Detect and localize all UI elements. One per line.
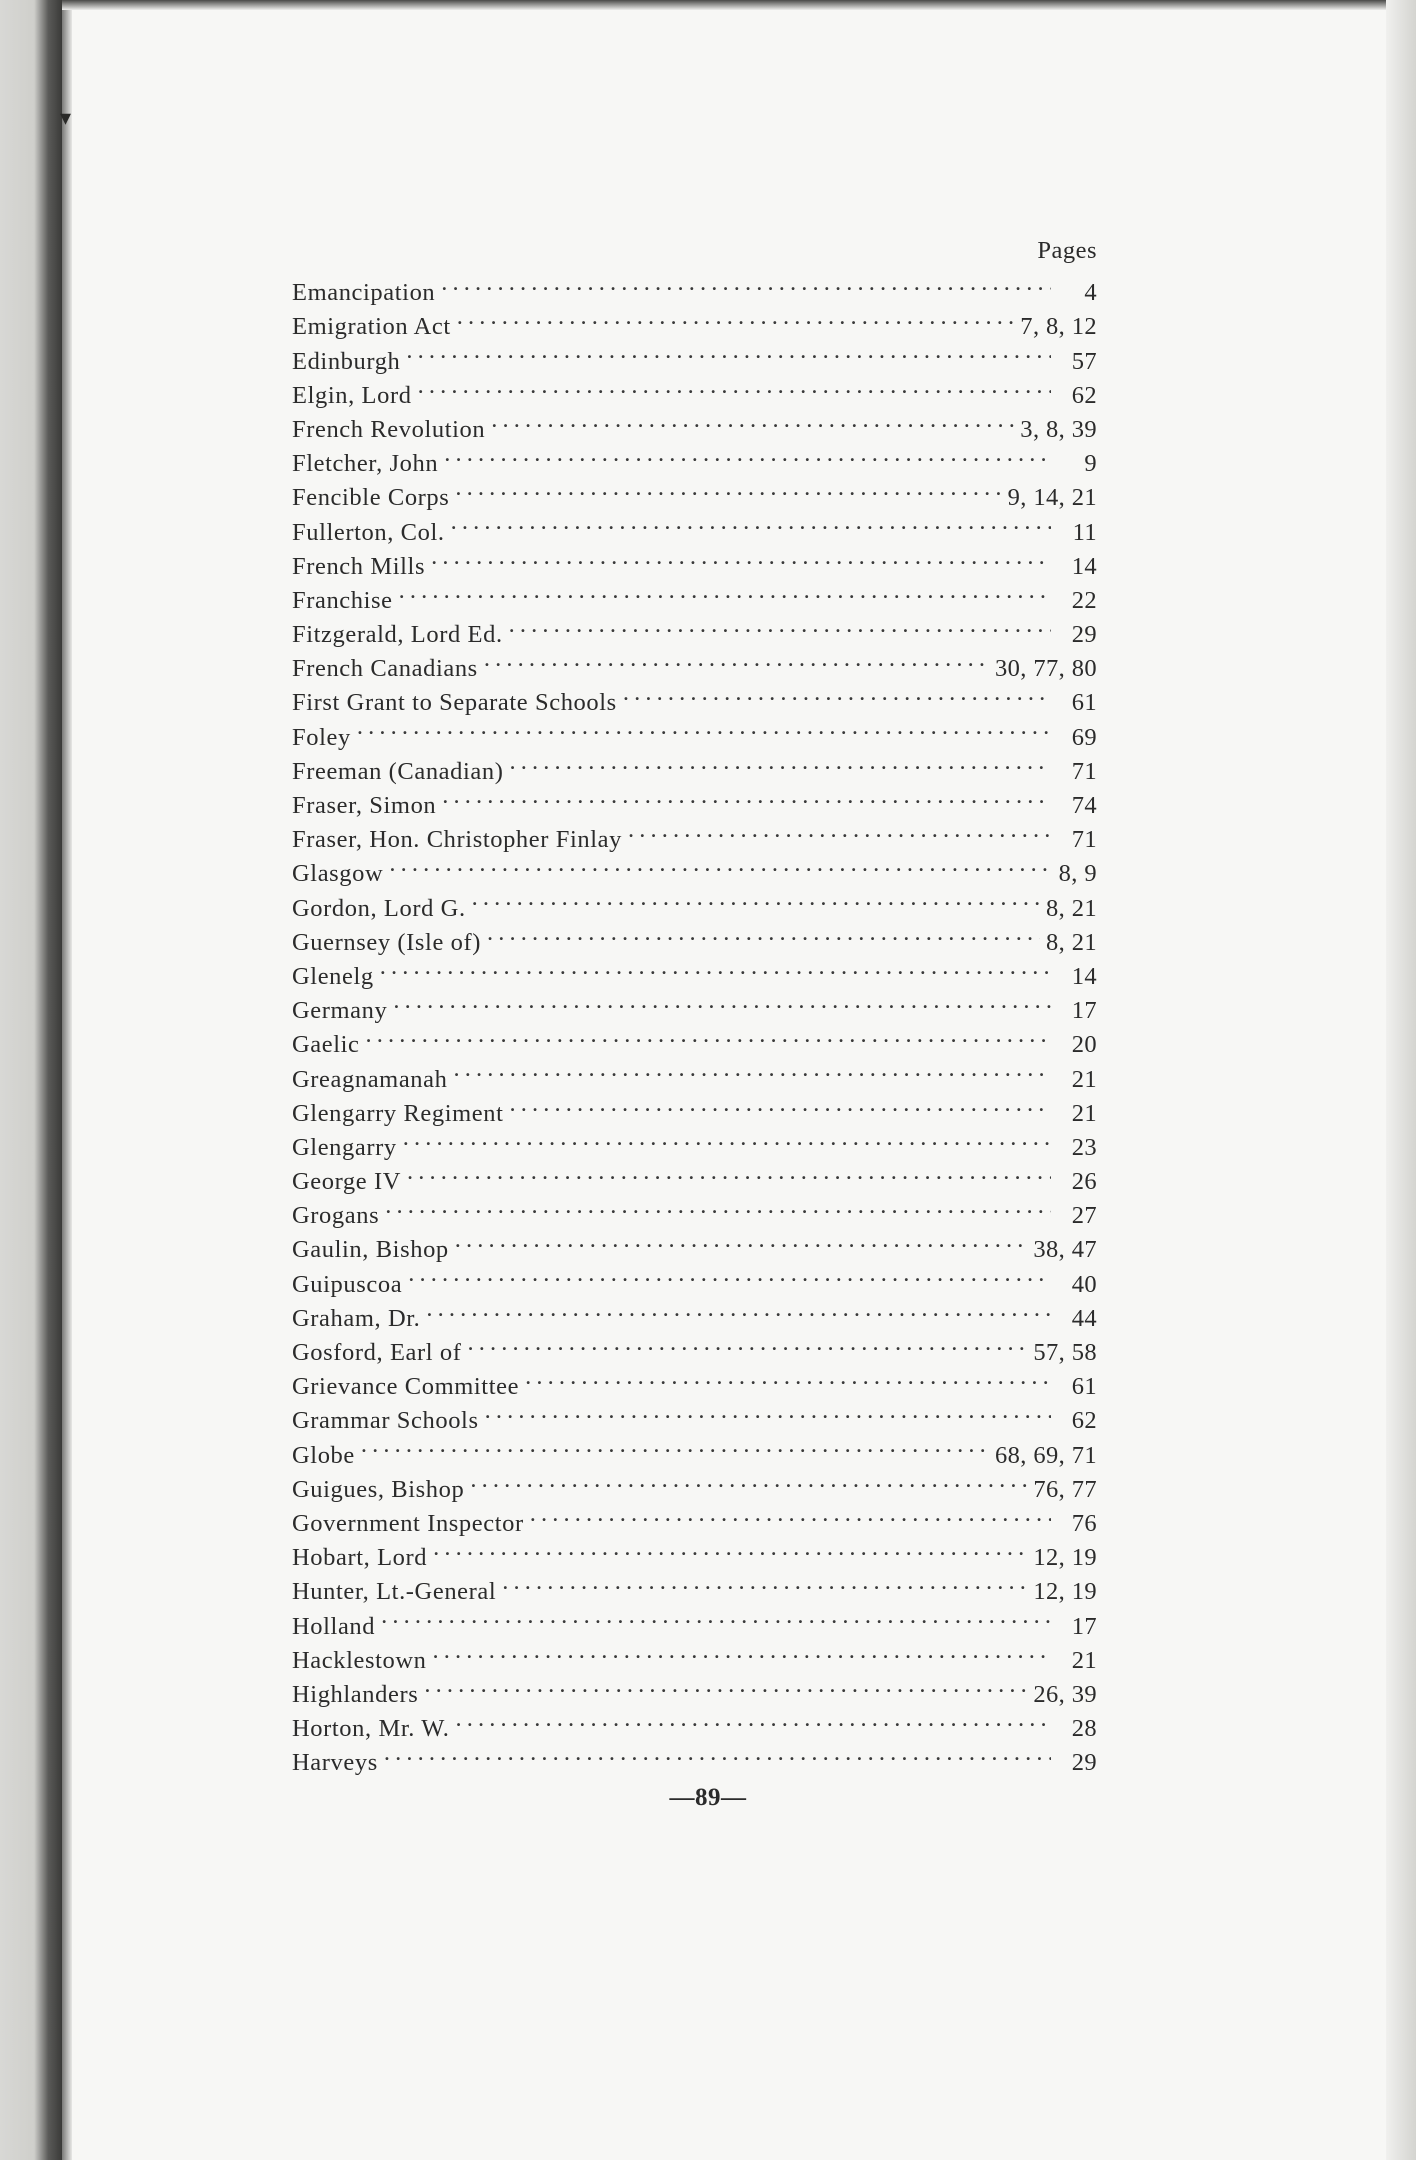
dot-leader <box>457 300 1015 334</box>
index-page-refs: 62 <box>1071 381 1097 409</box>
dot-leader <box>433 1531 1027 1565</box>
dot-leader <box>453 1052 1051 1086</box>
index-page-refs: 27 <box>1071 1202 1097 1230</box>
index-term: Germany <box>292 997 388 1025</box>
index-page-refs: 14 <box>1071 552 1097 580</box>
dot-leader <box>525 1360 1051 1394</box>
index-term: Hacklestown <box>292 1646 427 1674</box>
index-term: Harveys <box>292 1749 378 1777</box>
index-term: Freeman (Canadian) <box>292 757 504 785</box>
index-page-refs: 21 <box>1071 1646 1097 1674</box>
index-term: Fitzgerald, Lord Ed. <box>292 621 503 649</box>
index-term: Gaulin, Bishop <box>292 1236 449 1264</box>
dot-leader <box>484 642 989 676</box>
dot-leader <box>433 1634 1051 1668</box>
index-entry <box>292 1121 1097 1161</box>
dot-leader <box>444 437 1051 471</box>
index-term: Fraser, Simon <box>292 792 437 819</box>
index-page-refs: 9 <box>1084 450 1097 478</box>
index-page-refs: 29 <box>1071 621 1097 649</box>
dot-leader <box>491 403 1014 437</box>
index-page-refs: 28 <box>1071 1715 1097 1743</box>
dot-leader <box>426 1292 1051 1326</box>
index-page-refs: 11 <box>1072 518 1097 546</box>
index-entry <box>292 1052 1097 1093</box>
dot-leader <box>384 1736 1051 1770</box>
index-term: French Revolution <box>292 415 486 443</box>
dot-leader <box>385 1189 1051 1223</box>
index-entry <box>292 1189 1097 1230</box>
index-page-refs: 38, 47 <box>1033 1236 1097 1264</box>
top-page-edge <box>62 0 1416 10</box>
index-section <box>292 236 1097 1777</box>
index-term: Hunter, Lt.-General <box>292 1578 497 1606</box>
index-entry <box>292 745 1097 785</box>
index-term: Gordon, Lord G. <box>292 894 466 922</box>
index-term: Fletcher, John <box>292 450 439 478</box>
dot-leader <box>406 334 1051 368</box>
index-entry <box>292 1257 1097 1298</box>
index-term: Guigues, Bishop <box>292 1475 465 1503</box>
dot-leader <box>472 881 1040 915</box>
index-term: Gosford, Earl of <box>292 1339 462 1366</box>
index-page-refs: 3, 8, 39 <box>1020 415 1097 443</box>
index-term: First Grant to Separate Schools <box>292 689 617 717</box>
index-entry <box>292 1223 1097 1264</box>
binding-spine <box>0 0 62 2160</box>
index-page-refs: 17 <box>1071 1612 1097 1640</box>
index-page-refs: 29 <box>1071 1749 1097 1777</box>
index-term: Franchise <box>292 586 393 614</box>
dot-leader <box>361 1428 989 1462</box>
index-page-refs: 76 <box>1071 1509 1097 1537</box>
index-page-refs: 57 <box>1071 347 1097 375</box>
index-term: Edinburgh <box>292 347 401 375</box>
index-term: French Mills <box>292 552 426 580</box>
index-page-refs: 4 <box>1084 279 1097 307</box>
index-page-refs: 8, 9 <box>1058 860 1097 888</box>
index-term: Emancipation <box>292 279 436 307</box>
dot-leader <box>407 1155 1051 1189</box>
binding-shadow <box>62 0 72 2160</box>
index-page-refs: 12, 19 <box>1033 1578 1097 1606</box>
index-page-refs: 57, 58 <box>1033 1339 1097 1366</box>
index-page-refs: 7, 8, 12 <box>1020 313 1097 341</box>
index-term: Fencible Corps <box>292 484 450 512</box>
dot-leader <box>485 1394 1051 1428</box>
index-term: Glasgow <box>292 860 384 888</box>
index-entry <box>292 950 1097 990</box>
binding-tack-mark: ▾ <box>60 106 72 131</box>
index-page-refs: 44 <box>1071 1304 1097 1332</box>
index-page-refs: 17 <box>1071 997 1097 1025</box>
index-term: Globe <box>292 1441 355 1469</box>
index-term: French Canadians <box>292 655 478 683</box>
index-entry <box>292 881 1097 922</box>
index-term: George IV <box>292 1168 402 1196</box>
index-term: Gaelic <box>292 1031 360 1059</box>
index-entry <box>292 1634 1097 1674</box>
index-term: Holland <box>292 1612 376 1640</box>
index-entry-list <box>292 266 1097 1777</box>
index-term: Grogans <box>292 1202 380 1230</box>
index-term: Graham, Dr. <box>292 1304 421 1332</box>
index-page-refs: 71 <box>1071 757 1097 785</box>
index-term: Glengarry Regiment <box>292 1099 504 1127</box>
dot-leader <box>393 984 1051 1018</box>
index-term: Glenelg <box>292 962 374 990</box>
index-entry <box>292 1463 1097 1503</box>
index-term: Highlanders <box>292 1680 419 1708</box>
index-term: Grammar Schools <box>292 1407 479 1435</box>
dot-leader <box>418 369 1051 403</box>
index-entry <box>292 1736 1097 1777</box>
dot-leader <box>455 1223 1028 1257</box>
dot-leader <box>509 745 1051 779</box>
index-entry <box>292 266 1097 307</box>
index-page-refs: 20 <box>1071 1031 1097 1059</box>
dot-leader <box>357 710 1051 744</box>
index-page-refs: 30, 77, 80 <box>995 655 1097 683</box>
index-term: Guernsey (Isle of) <box>292 928 482 956</box>
index-page-refs: 68, 69, 71 <box>995 1441 1097 1469</box>
dot-leader <box>403 1121 1051 1155</box>
dot-leader <box>530 1497 1051 1531</box>
index-entry <box>292 1599 1097 1640</box>
dot-leader <box>381 1599 1051 1633</box>
dot-leader <box>455 1702 1051 1736</box>
dot-leader <box>442 779 1051 813</box>
index-page-refs: 22 <box>1071 586 1097 614</box>
dot-leader <box>399 574 1051 608</box>
dot-leader <box>502 1565 1027 1599</box>
index-page-refs: 21 <box>1071 1099 1097 1127</box>
index-page-refs: 62 <box>1071 1407 1097 1435</box>
index-page-refs: 69 <box>1071 723 1097 751</box>
index-page-refs: 71 <box>1071 826 1097 854</box>
index-term: Fullerton, Col. <box>292 518 445 546</box>
index-entry <box>292 1018 1097 1059</box>
dot-leader <box>380 950 1051 984</box>
index-page-refs: 8, 21 <box>1046 894 1097 922</box>
dot-leader <box>628 813 1051 847</box>
dot-leader <box>467 1326 1027 1360</box>
index-entry <box>292 847 1097 888</box>
index-entry <box>292 369 1097 409</box>
index-term: Government Inspector <box>292 1509 524 1537</box>
right-page-edge <box>1386 0 1416 2160</box>
index-entry <box>292 984 1097 1025</box>
index-term: Grievance Committee <box>292 1373 520 1401</box>
index-page-refs: 23 <box>1071 1133 1097 1161</box>
dot-leader <box>389 847 1051 881</box>
dot-leader <box>455 471 1001 505</box>
index-page-refs: 21 <box>1071 1065 1097 1093</box>
index-term: Greagnamanah <box>292 1065 448 1093</box>
dot-leader <box>487 916 1040 950</box>
dot-leader <box>408 1257 1051 1291</box>
dot-leader <box>509 608 1051 642</box>
index-term: Elgin, Lord <box>292 381 412 409</box>
page-number: —89— <box>669 1784 747 1811</box>
index-term: Hobart, Lord <box>292 1544 428 1572</box>
pages-column-header: Pages <box>1037 237 1097 264</box>
dot-leader <box>451 505 1051 539</box>
index-entry <box>292 403 1097 443</box>
index-entry <box>292 1292 1097 1332</box>
index-term: Horton, Mr. W. <box>292 1715 450 1743</box>
dot-leader <box>510 1087 1051 1121</box>
index-term: Emigration Act <box>292 313 451 341</box>
dot-leader <box>366 1018 1051 1052</box>
dot-leader <box>424 1668 1027 1702</box>
dot-leader <box>623 676 1051 710</box>
index-term: Fraser, Hon. Christopher Finlay <box>292 826 622 854</box>
index-page-refs: 61 <box>1071 689 1097 717</box>
index-page-refs: 12, 19 <box>1033 1544 1097 1572</box>
index-entry <box>292 608 1097 649</box>
dot-leader <box>441 266 1051 300</box>
index-page-refs: 76, 77 <box>1033 1475 1097 1503</box>
index-term: Glengarry <box>292 1133 397 1161</box>
index-term: Foley <box>292 723 351 751</box>
index-entry <box>292 1428 1097 1469</box>
dot-leader <box>470 1463 1027 1497</box>
index-entry <box>292 574 1097 614</box>
index-entry <box>292 334 1097 375</box>
index-page-refs: 8, 21 <box>1046 928 1097 956</box>
index-term: Guipuscoa <box>292 1270 403 1298</box>
dot-leader <box>431 540 1051 574</box>
index-page-refs: 40 <box>1071 1270 1097 1298</box>
index-page-refs: 26, 39 <box>1033 1680 1097 1708</box>
index-page-refs: 9, 14, 21 <box>1007 484 1097 512</box>
index-entry <box>292 710 1097 751</box>
index-page-refs: 74 <box>1071 792 1097 819</box>
index-page-refs: 26 <box>1071 1168 1097 1196</box>
index-entry <box>292 1155 1097 1196</box>
index-page-refs: 61 <box>1071 1373 1097 1401</box>
index-page-refs: 14 <box>1071 962 1097 990</box>
